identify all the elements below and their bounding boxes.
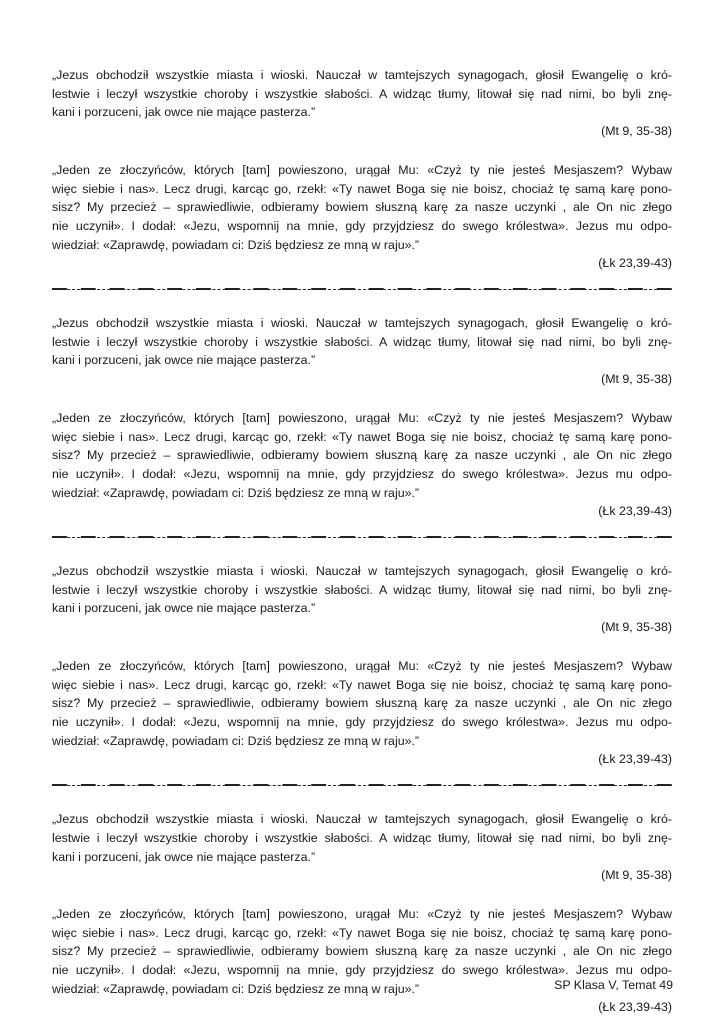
text-line: nie uczynił». I dodał: «Jezu, wspomnij na mnie, gdy przyjdziesz do swego królestwa». Jezus mu odpo- (52, 963, 672, 978)
quote-matthew (52, 314, 672, 370)
quote-luke (52, 657, 672, 751)
text-line: nie uczynił». I dodał: «Jezu, wspomnij na mnie, gdy przyjdziesz do swego królestwa». Jezus mu odpo- (52, 218, 672, 233)
text-line: „Jezus obchodził wszystkie miasta i wioski. Nauczał w tamtejszych synagogach, głosił Ewangelię o kró- (52, 316, 672, 331)
reference-luke: (Łk 23,39-43) (598, 504, 672, 519)
reference-matthew: (Mt 9, 35-38) (601, 124, 672, 139)
text-line: więc siebie i nas». Lecz drugi, karcąc go, rzekł: «Ty nawet Boga się nie boisz, chociaż tę samą karę pono- (52, 181, 672, 196)
cut-line-divider (52, 278, 672, 302)
quote-luke (52, 161, 672, 255)
text-line: nie uczynił». I dodał: «Jezu, wspomnij na mnie, gdy przyjdziesz do swego królestwa». Jezus mu odpo- (52, 714, 672, 729)
page-footer: SP Klasa V, Temat 49 (554, 978, 673, 992)
text-line: kani i porzuceni, jak owce nie mające pasterza.” (52, 849, 316, 864)
text-line: kani i porzuceni, jak owce nie mające pasterza.” (52, 353, 316, 368)
reference-luke: (Łk 23,39-43) (598, 256, 672, 271)
text-line: więc siebie i nas». Lecz drugi, karcąc go, rzekł: «Ty nawet Boga się nie boisz, chociaż tę samą karę pono- (52, 925, 672, 940)
reference-matthew: (Mt 9, 35-38) (601, 620, 672, 635)
quote-luke (52, 409, 672, 503)
reference-luke: (Łk 23,39-43) (598, 752, 672, 767)
text-line: sisz? My przecież – sprawiedliwie, odbieramy bowiem słuszną karę za nasze uczynki , ale On nic złego (52, 696, 672, 711)
text-line: więc siebie i nas». Lecz drugi, karcąc go, rzekł: «Ty nawet Boga się nie boisz, chociaż tę samą karę pono- (52, 429, 672, 444)
text-line: wiedział: «Zaprawdę, powiadam ci: Dziś będziesz ze mną w raju».” (52, 733, 420, 748)
text-line: „Jeden ze złoczyńców, których [tam] powieszono, urągał Mu: «Czyż ty nie jesteś Mesjaszem? Wybaw (52, 162, 672, 177)
text-line: nie uczynił». I dodał: «Jezu, wspomnij na mnie, gdy przyjdziesz do swego królestwa». Jezus mu odpo- (52, 466, 672, 481)
quote-matthew (52, 66, 672, 122)
text-line: sisz? My przecież – sprawiedliwie, odbieramy bowiem słuszną karę za nasze uczynki , ale On nic złego (52, 200, 672, 215)
text-line: sisz? My przecież – sprawiedliwie, odbieramy bowiem słuszną karę za nasze uczynki , ale On nic złego (52, 944, 672, 959)
quote-matthew (52, 562, 672, 618)
quote-section (52, 66, 672, 273)
text-line: kani i porzuceni, jak owce nie mające pasterza.” (52, 105, 316, 120)
quote-matthew (52, 810, 672, 866)
text-line: „Jezus obchodził wszystkie miasta i wioski. Nauczał w tamtejszych synagogach, głosił Ewangelię o kró- (52, 812, 672, 827)
text-line: sisz? My przecież – sprawiedliwie, odbieramy bowiem słuszną karę za nasze uczynki , ale On nic złego (52, 448, 672, 463)
reference-matthew: (Mt 9, 35-38) (601, 868, 672, 883)
reference-matthew: (Mt 9, 35-38) (601, 372, 672, 387)
text-line: więc siebie i nas». Lecz drugi, karcąc go, rzekł: «Ty nawet Boga się nie boisz, chociaż tę samą karę pono- (52, 677, 672, 692)
text-line: wiedział: «Zaprawdę, powiadam ci: Dziś będziesz ze mną w raju».” (52, 981, 420, 996)
text-line: lestwie i leczył wszystkie choroby i wszystkie słabości. A widząc tłumy, litował się nad nimi, bo byli znę- (52, 830, 672, 845)
quote-section (52, 314, 672, 521)
text-line: „Jeden ze złoczyńców, których [tam] powieszono, urągał Mu: «Czyż ty nie jesteś Mesjaszem? Wybaw (52, 410, 672, 425)
text-line: wiedział: «Zaprawdę, powiadam ci: Dziś będziesz ze mną w raju».” (52, 485, 420, 500)
reference-luke: (Łk 23,39-43) (598, 1000, 672, 1015)
quote-section (52, 562, 672, 769)
text-line: lestwie i leczył wszystkie choroby i wszystkie słabości. A widząc tłumy, litował się nad nimi, bo byli znę- (52, 582, 672, 597)
cut-line-divider (52, 774, 672, 798)
cut-line-divider (52, 526, 672, 550)
text-line: „Jeden ze złoczyńców, których [tam] powieszono, urągał Mu: «Czyż ty nie jesteś Mesjaszem? Wybaw (52, 658, 672, 673)
document-page (52, 66, 672, 1017)
text-line: „Jeden ze złoczyńców, których [tam] powieszono, urągał Mu: «Czyż ty nie jesteś Mesjaszem? Wybaw (52, 906, 672, 921)
text-line: „Jezus obchodził wszystkie miasta i wioski. Nauczał w tamtejszych synagogach, głosił Ewangelię o kró- (52, 68, 672, 82)
text-line: kani i porzuceni, jak owce nie mające pasterza.” (52, 601, 316, 616)
text-line: lestwie i leczył wszystkie choroby i wszystkie słabości. A widząc tłumy, litował się nad nimi, bo byli znę- (52, 334, 672, 349)
text-line: „Jezus obchodził wszystkie miasta i wioski. Nauczał w tamtejszych synagogach, głosił Ewangelię o kró- (52, 564, 672, 579)
text-line: lestwie i leczył wszystkie choroby i wszystkie słabości. A widząc tłumy, litował się nad nimi, bo byli znę- (52, 86, 672, 101)
text-line: wiedział: «Zaprawdę, powiadam ci: Dziś będziesz ze mną w raju».” (52, 237, 420, 252)
